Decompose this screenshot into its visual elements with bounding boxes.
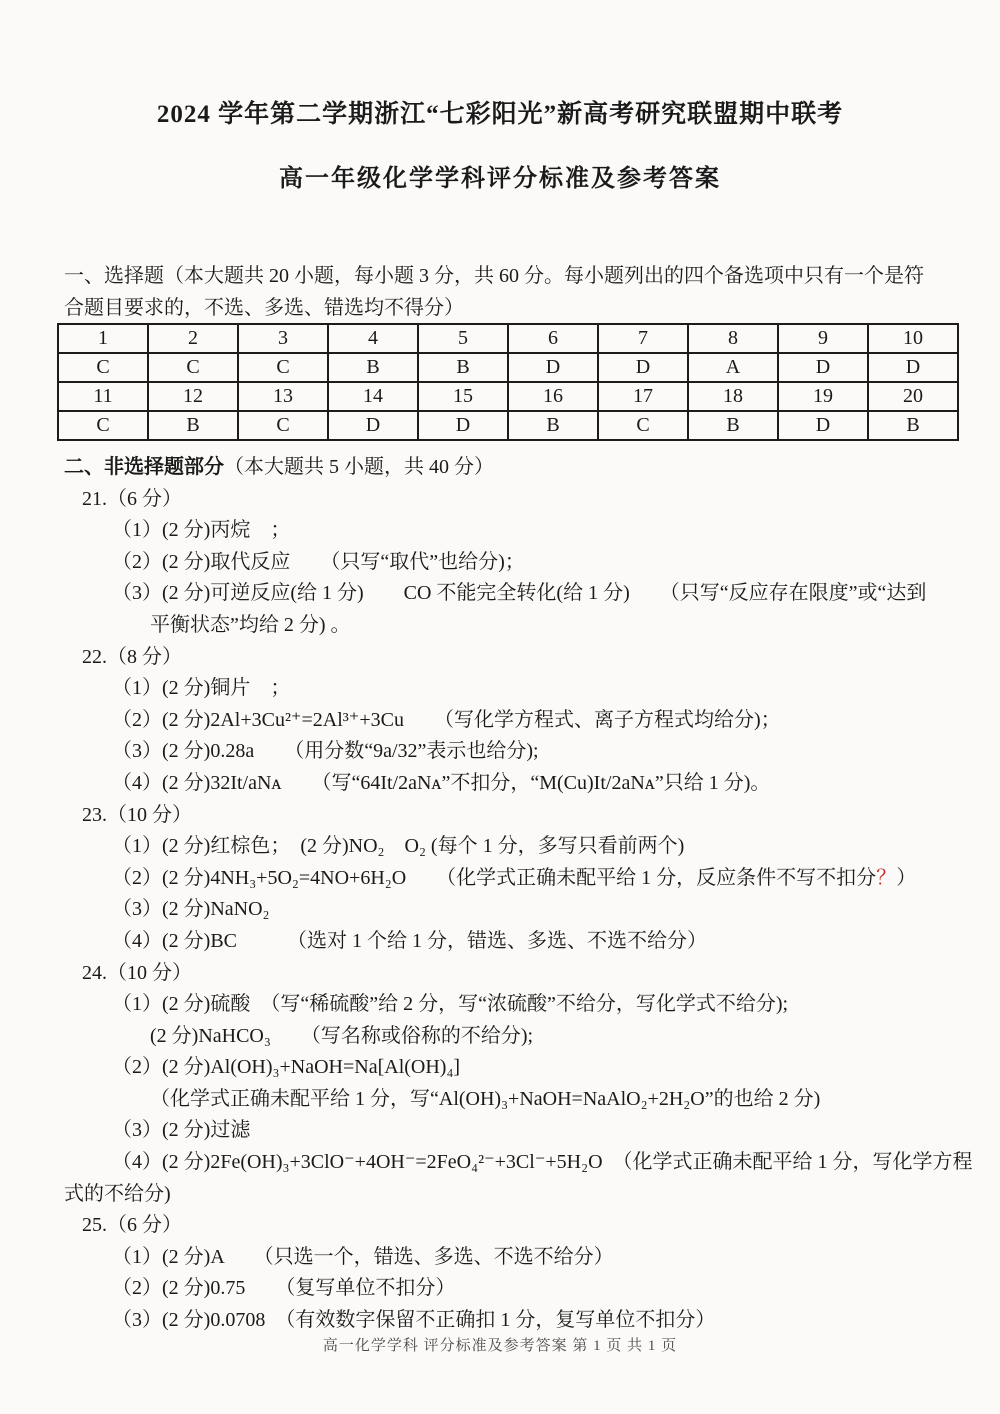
question-number-cell: 6 xyxy=(508,324,598,353)
text-line xyxy=(0,292,1000,324)
text-line xyxy=(0,673,1000,705)
text-segment: （4）(2 分)32It/aNᴀ （写“64It/2aNᴀ”不扣分，“M(Cu)It/2aNᴀ”只给 1 分)。 xyxy=(112,771,771,794)
answer-cell: B xyxy=(868,411,958,440)
question-number-cell: 20 xyxy=(868,382,958,411)
answer-cell: C xyxy=(58,411,148,440)
answer-table xyxy=(57,323,959,441)
text-line xyxy=(0,736,1000,768)
question-number-cell: 14 xyxy=(328,382,418,411)
question-number-cell: 1 xyxy=(58,324,148,353)
answer-row xyxy=(58,353,958,382)
answer-cell: B xyxy=(688,411,778,440)
text-line xyxy=(0,1115,1000,1147)
text-line xyxy=(0,1147,1000,1179)
text-segment: （3）(2 分)0.28a （用分数“9a/32”表示也给分); xyxy=(112,740,539,763)
text-segment: （本大题共 5 小题，共 40 分） xyxy=(224,456,494,478)
text-line xyxy=(0,1305,1000,1337)
text-segment: 22.（8 分） xyxy=(82,645,182,668)
answer-cell: D xyxy=(778,353,868,382)
text-line xyxy=(0,1021,1000,1053)
text-line xyxy=(0,989,1000,1021)
text-segment: （3）(2 分)0.0708 （有效数字保留不正确扣 1 分，复写单位不扣分） xyxy=(112,1309,716,1332)
text-line xyxy=(0,958,1000,990)
answer-cell: A xyxy=(688,353,778,382)
text-line xyxy=(0,1179,1000,1211)
page-title: 2024 学年第二学期浙江“七彩阳光”新高考研究联盟期中联考 xyxy=(156,101,844,128)
question-number-cell: 10 xyxy=(868,324,958,353)
answer-cell: B xyxy=(508,411,598,440)
answer-cell: C xyxy=(238,411,328,440)
answer-row xyxy=(58,411,958,440)
text-line xyxy=(0,610,1000,642)
question-number-cell: 7 xyxy=(598,324,688,353)
question-number-cell: 8 xyxy=(688,324,778,353)
text-segment: （1）(2 分)丙烷 ； xyxy=(112,519,291,542)
question-number-row xyxy=(58,324,958,353)
text-segment: （2）(2 分)0.75 （复写单位不扣分） xyxy=(112,1277,456,1300)
question-number-cell: 2 xyxy=(148,324,238,353)
question-number-cell: 9 xyxy=(778,324,868,353)
answer-cell: D xyxy=(418,411,508,440)
answer-cell: D xyxy=(328,411,418,440)
text-line xyxy=(0,768,1000,800)
text-line xyxy=(0,800,1000,832)
answer-cell: D xyxy=(868,353,958,382)
text-segment: （2）(2 分)2Al+3Cu²⁺=2Al³⁺+3Cu （写化学方程式、离子方程式均给分)； xyxy=(112,708,781,731)
text-line xyxy=(0,452,1000,484)
page-footer: 高一化学学科 评分标准及参考答案 第 1 页 共 1 页 xyxy=(322,1338,678,1354)
text-segment: 23.（10 分） xyxy=(82,803,192,826)
question-number-cell: 15 xyxy=(418,382,508,411)
text-segment: （2）(2 分)取代反应 （只写“取代”也给分)； xyxy=(112,550,525,573)
text-segment: (2 分)NaHCO₃ （写名称或俗称的不给分); xyxy=(150,1024,534,1047)
question-number-row xyxy=(58,382,958,411)
text-segment: （3）(2 分)NaNO₂ xyxy=(112,898,270,921)
text-segment: （1）(2 分)铜片 ； xyxy=(112,677,291,700)
text-segment: 21.（6 分） xyxy=(82,487,182,510)
text-line xyxy=(0,705,1000,737)
text-segment: （2）(2 分)Al(OH)₃+NaOH=Na[Al(OH)₄] xyxy=(112,1056,461,1079)
answer-cell: D xyxy=(508,353,598,382)
question-number-cell: 3 xyxy=(238,324,328,353)
question-number-cell: 4 xyxy=(328,324,418,353)
text-segment: ） xyxy=(896,866,917,889)
text-segment: （化学式正确未配平给 1 分，写“Al(OH)₃+NaOH=NaAlO₂+2H₂O”的也给 2 分) xyxy=(150,1087,821,1110)
text-segment: 式的不给分) xyxy=(64,1182,171,1205)
text-line xyxy=(0,926,1000,958)
text-segment: 合题目要求的，不选、多选、错选均不得分） xyxy=(64,297,464,319)
answer-cell: B xyxy=(418,353,508,382)
non-choice-section-body xyxy=(0,452,1000,1337)
question-number-cell: 19 xyxy=(778,382,868,411)
text-line xyxy=(0,547,1000,579)
text-line xyxy=(0,642,1000,674)
question-number-cell: 16 xyxy=(508,382,598,411)
answer-cell: C xyxy=(238,353,328,382)
text-segment: （2）(2 分)4NH₃+5O₂=4NO+6H₂O （化学式正确未配平给 1 分，反应条件不写不扣分 xyxy=(112,866,877,889)
answer-cell: D xyxy=(598,353,688,382)
text-segment: 24.（10 分） xyxy=(82,961,192,984)
text-segment: （1）(2 分)A （只选一个，错选、多选、不选不给分） xyxy=(112,1245,614,1268)
question-number-cell: 17 xyxy=(598,382,688,411)
question-number-cell: 11 xyxy=(58,382,148,411)
text-line xyxy=(0,578,1000,610)
answer-table-body xyxy=(58,324,958,440)
text-line xyxy=(0,515,1000,547)
answer-cell: C xyxy=(598,411,688,440)
answer-cell: B xyxy=(328,353,418,382)
question-number-cell: 5 xyxy=(418,324,508,353)
text-segment: 25.（6 分） xyxy=(82,1214,182,1237)
question-number-cell: 13 xyxy=(238,382,328,411)
answer-cell: B xyxy=(148,411,238,440)
answer-cell: D xyxy=(778,411,868,440)
text-segment: 平衡状态”均给 2 分) 。 xyxy=(150,613,351,636)
text-line xyxy=(0,1052,1000,1084)
text-line xyxy=(0,484,1000,516)
question-number-cell: 18 xyxy=(688,382,778,411)
text-line xyxy=(0,1084,1000,1116)
answer-cell: C xyxy=(148,353,238,382)
red-question-mark: ？ xyxy=(876,866,897,889)
answer-cell: C xyxy=(58,353,148,382)
text-line xyxy=(0,260,1000,292)
page-subtitle: 高一年级化学学科评分标准及参考答案 xyxy=(279,166,721,192)
text-line xyxy=(0,894,1000,926)
question-number-cell: 12 xyxy=(148,382,238,411)
text-segment: （4）(2 分)2Fe(OH)₃+3ClO⁻+4OH⁻=2FeO₄²⁻+3Cl⁻+5H₂O （化学式正确未配平给 1 分，写化学方程 xyxy=(112,1151,973,1174)
text-line xyxy=(0,1242,1000,1274)
text-segment: （1）(2 分)硫酸 （写“稀硫酸”给 2 分，写“浓硫酸”不给分，写化学式不给分); xyxy=(112,993,789,1016)
text-segment: （3）(2 分)可逆反应(给 1 分) CO 不能完全转化(给 1 分) （只写“反应存在限度”或“达到 xyxy=(112,582,927,605)
text-line xyxy=(0,863,1000,895)
text-segment: 一、选择题（本大题共 20 小题，每小题 3 分，共 60 分。每小题列出的四个备选项中只有一个是符 xyxy=(64,265,924,287)
choice-section-heading xyxy=(0,260,1000,324)
section-label: 二、非选择题部分 xyxy=(64,456,224,478)
text-line xyxy=(0,1210,1000,1242)
text-line xyxy=(0,1273,1000,1305)
text-segment: （3）(2 分)过滤 xyxy=(112,1119,251,1142)
text-segment: （1）(2 分)红棕色； (2 分)NO₂ O₂ (每个 1 分，多写只看前两个) xyxy=(112,835,685,858)
text-line xyxy=(0,831,1000,863)
text-segment: （4）(2 分)BC （选对 1 个给 1 分，错选、多选、不选不给分） xyxy=(112,929,707,952)
